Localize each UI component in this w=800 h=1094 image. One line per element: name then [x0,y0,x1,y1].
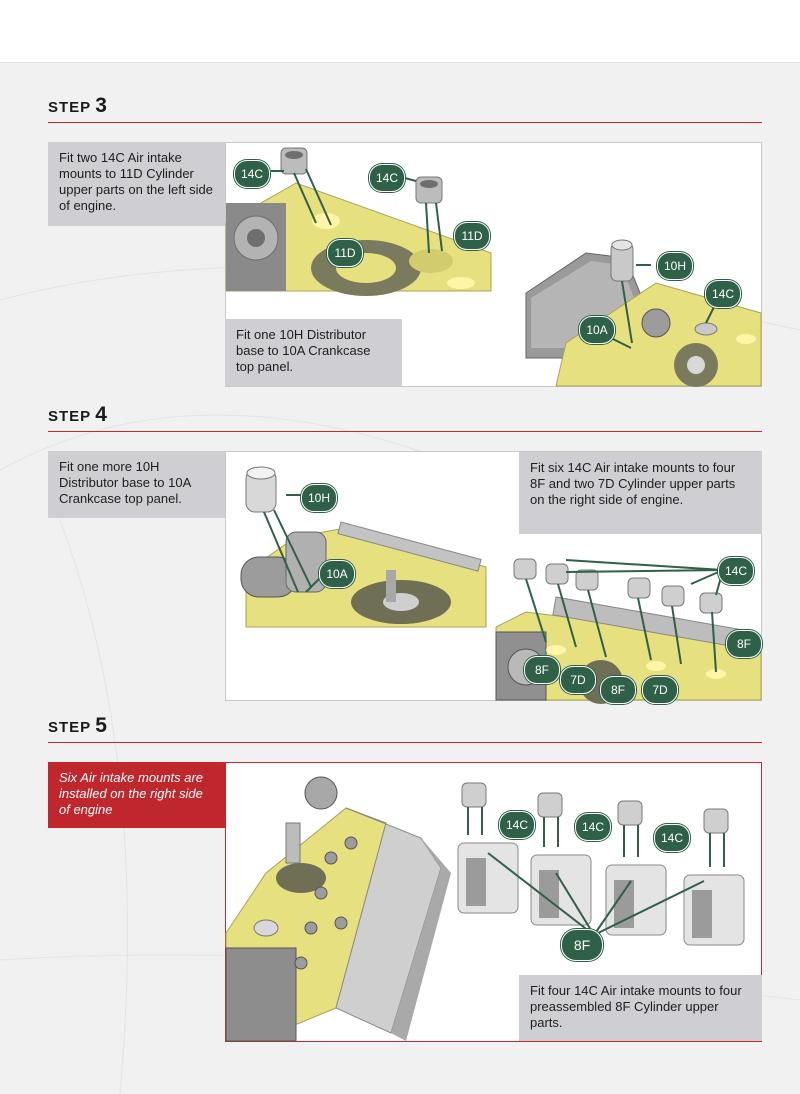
part-label: 8F [524,656,560,684]
step-number: 4 [95,403,107,426]
step-4-panel [225,451,762,701]
caption-text: Fit six 14C Air intake mounts to four 8F and two 7D Cylinder upper parts on the right side of engine. [519,452,762,534]
caption-text: Fit two 14C Air intake mounts to 11D Cylinder upper parts on the left side of engine. [48,142,225,226]
part-label: 10H [301,484,337,512]
part-label: 14C [575,813,611,841]
part-label: 14C [654,824,690,852]
step-4-heading [48,403,107,427]
part-label: 8F [600,676,636,704]
caption-text: Six Air intake mounts are installed on the right side of engine [48,762,225,828]
caption-text: Fit one more 10H Distributor base to 10A Crankcase top panel. [48,451,225,518]
part-label: 14C [718,557,754,585]
part-label: 10H [657,252,693,280]
part-label: 14C [499,811,535,839]
part-label: 8F [561,929,603,961]
part-label: 8F [726,630,762,658]
step-word: STEP [48,719,92,736]
part-label: 14C [234,160,270,188]
part-label: 10A [579,316,615,344]
step-number: 5 [95,714,107,737]
step-number: 3 [95,94,107,117]
step-3-heading [48,94,107,118]
step-3-rule [48,122,762,123]
step-5-rule [48,742,762,743]
part-label: 14C [705,280,741,308]
step-4-rule [48,431,762,432]
part-label: 7D [560,666,596,694]
part-label: 11D [327,239,363,267]
part-label: 14C [369,164,405,192]
step-word: STEP [48,408,92,425]
caption-text: Fit one 10H Distributor base to 10A Crankcase top panel. [225,319,402,386]
step-5-panel [225,762,762,1042]
caption-text: Fit four 14C Air intake mounts to four preassembled 8F Cylinder upper parts. [519,975,762,1041]
step-5-heading [48,714,107,738]
part-label: 11D [454,222,490,250]
step-3-panel [225,142,762,387]
part-label: 7D [642,676,678,704]
step-word: STEP [48,99,92,116]
part-label: 10A [319,560,355,588]
